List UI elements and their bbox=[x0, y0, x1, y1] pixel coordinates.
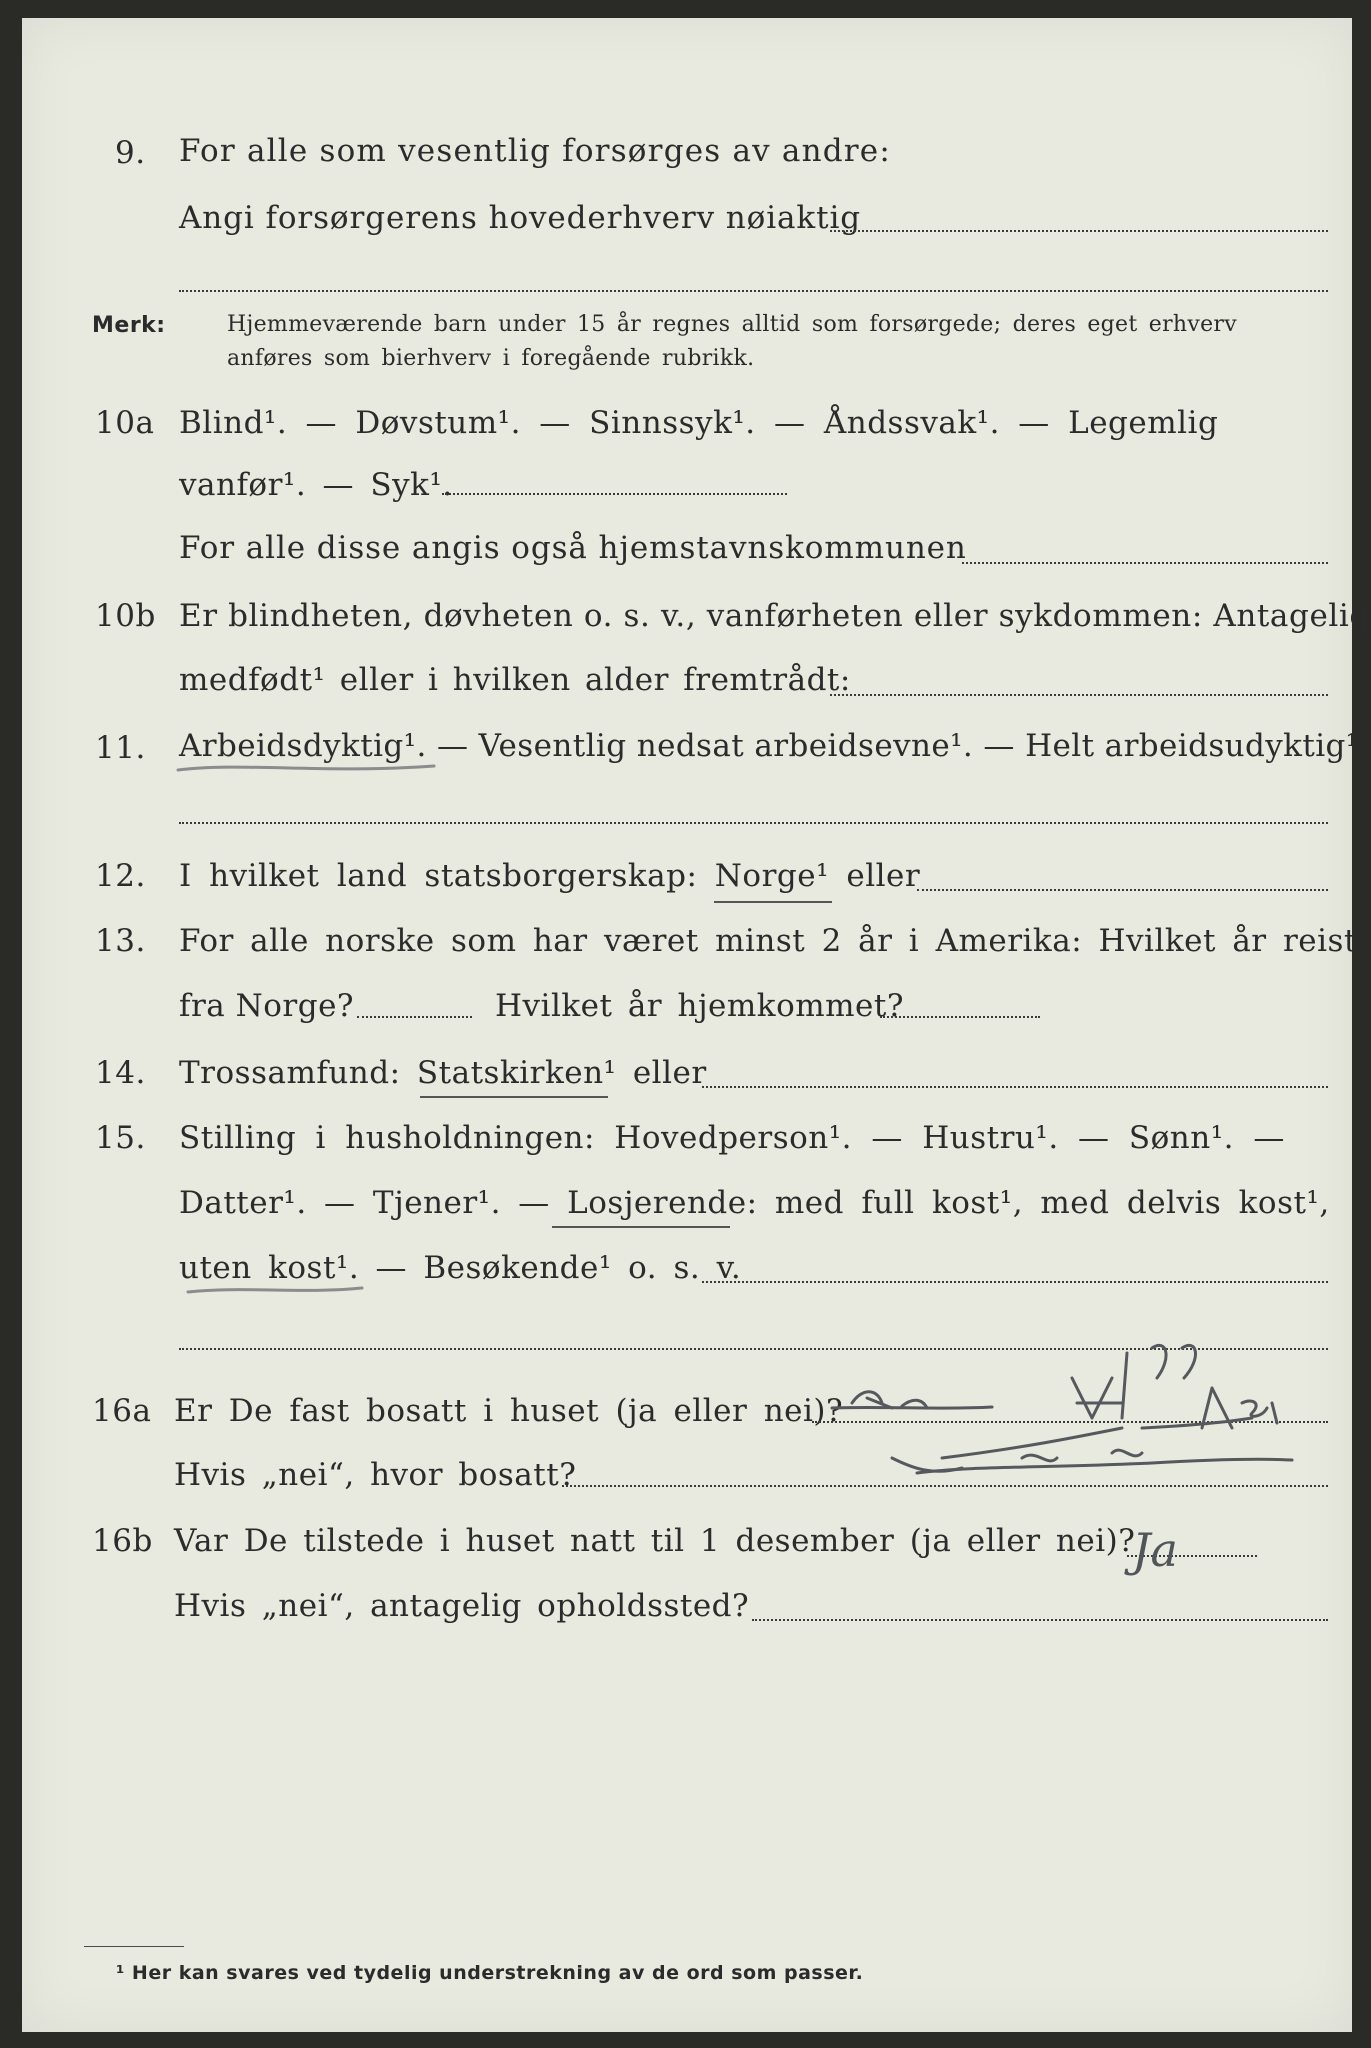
q14-answer-line bbox=[702, 1086, 1328, 1088]
footnote: ¹ Her kan svares ved tydelig understrekning av de ord som passer. bbox=[116, 1962, 864, 1984]
norge-underline bbox=[714, 901, 832, 903]
handwritten-crossed-answer bbox=[822, 1308, 1342, 1508]
census-form-page bbox=[22, 18, 1370, 2032]
q14-number: 14. bbox=[95, 1055, 146, 1091]
q10a-line3: For alle disse angis også hjemstavnskommunen bbox=[179, 530, 967, 566]
q13-number: 13. bbox=[95, 923, 146, 959]
q16a-line1: Er De fast bosatt i huset (ja eller nei)? bbox=[174, 1393, 844, 1429]
q16b-number: 16b bbox=[92, 1523, 153, 1559]
q9-line1: For alle som vesentlig forsørges av andre: bbox=[179, 133, 891, 169]
arbeidsdyktig-pencil-underline bbox=[172, 758, 442, 778]
merk-line2: anføres som bierhverv i foregående rubrikk. bbox=[227, 346, 755, 371]
uten-kost-pencil-underline bbox=[182, 1280, 372, 1300]
q10a-line1: Blind¹. — Døvstum¹. — Sinnssyk¹. — Åndssvak¹. — Legemlig bbox=[179, 405, 1219, 441]
q10a-number: 10a bbox=[95, 405, 155, 441]
losjerende-underline bbox=[552, 1226, 730, 1228]
q15-line3: uten kost¹. — Besøkende¹ o. s. v. bbox=[179, 1250, 742, 1286]
q16b-handwritten-answer: Ja bbox=[1132, 1523, 1178, 1577]
q13-line2a: fra Norge? bbox=[179, 988, 355, 1024]
q11-answer-line bbox=[179, 822, 1328, 824]
q15-line1: Stilling i husholdningen: Hovedperson¹. — Hustru¹. — Sønn¹. — bbox=[179, 1120, 1285, 1156]
q10b-line2: medfødt¹ eller i hvilken alder fremtrådt: bbox=[179, 662, 851, 698]
q11-number: 11. bbox=[95, 730, 146, 766]
q13-reist-answer-line bbox=[357, 1016, 472, 1018]
q10a-answer-line-2 bbox=[962, 562, 1328, 564]
statskirken-underline bbox=[420, 1096, 608, 1098]
q10a-answer-line bbox=[442, 493, 787, 495]
q16b-answer-line-2 bbox=[752, 1619, 1328, 1621]
q14-line1: Trossamfund: Statskirken¹ eller bbox=[179, 1055, 707, 1091]
q12-number: 12. bbox=[95, 858, 146, 894]
merk-label: Merk: bbox=[92, 313, 166, 338]
q16b-line2: Hvis „nei“, antagelig opholdssted? bbox=[174, 1588, 750, 1624]
q9-number: 9. bbox=[115, 135, 146, 171]
q11-line1: Arbeidsdyktig¹. — Vesentlig nedsat arbeidsevne¹. — Helt arbeidsudyktig¹. bbox=[179, 728, 1369, 764]
q16b-line1: Var De tilstede i huset natt til 1 desember (ja eller nei)? bbox=[174, 1523, 1136, 1559]
q13-hjemkommet-answer-line bbox=[880, 1016, 1040, 1018]
q10a-line2: vanfør¹. — Syk¹. bbox=[179, 467, 453, 503]
q15-number: 15. bbox=[95, 1120, 146, 1156]
q16a-number: 16a bbox=[92, 1393, 152, 1429]
merk-line1: Hjemmeværende barn under 15 år regnes alltid som forsørgede; deres eget erhverv bbox=[227, 312, 1237, 337]
q10b-line1: Er blindheten, døvheten o. s. v., vanførheten eller sykdommen: Antagelig bbox=[179, 598, 1370, 634]
q15-line2: Datter¹. — Tjener¹. — Losjerende: med full kost¹, med delvis kost¹, bbox=[179, 1185, 1330, 1221]
q9-answer-line-2 bbox=[179, 290, 1328, 292]
q9-answer-line bbox=[830, 230, 1328, 232]
q10b-number: 10b bbox=[95, 598, 156, 634]
footnote-rule bbox=[84, 1946, 184, 1947]
q15-answer-line bbox=[702, 1281, 1328, 1283]
q13-line1: For alle norske som har været minst 2 år i Amerika: Hvilket år reist bbox=[179, 923, 1357, 959]
q13-line2b: Hvilket år hjemkommet? bbox=[495, 988, 904, 1024]
q9-line2: Angi forsørgerens hovederhverv nøiaktig bbox=[179, 200, 862, 236]
q10b-answer-line bbox=[830, 694, 1328, 696]
q16a-line2: Hvis „nei“, hvor bosatt? bbox=[174, 1457, 577, 1493]
q12-answer-line bbox=[917, 889, 1328, 891]
q12-line1: I hvilket land statsborgerskap: Norge¹ eller bbox=[179, 858, 921, 894]
